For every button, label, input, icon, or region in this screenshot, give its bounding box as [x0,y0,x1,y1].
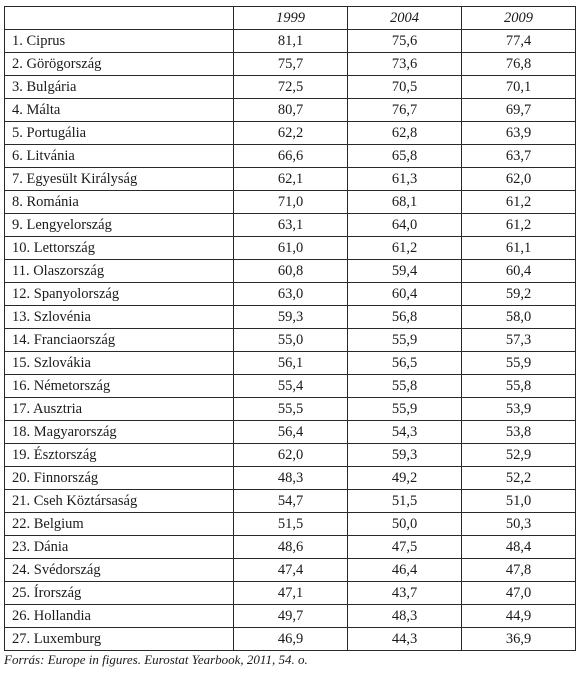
value-cell: 80,7 [234,99,348,122]
value-cell: 53,8 [462,421,576,444]
value-cell: 61,1 [462,237,576,260]
value-cell: 52,9 [462,444,576,467]
value-cell: 48,3 [348,605,462,628]
value-cell: 44,3 [348,628,462,651]
value-cell: 43,7 [348,582,462,605]
value-cell: 76,8 [462,53,576,76]
table-row [5,421,576,444]
table-row [5,237,576,260]
value-cell: 59,3 [348,444,462,467]
value-cell: 47,4 [234,559,348,582]
country-cell: 18. Magyarország [5,421,234,444]
value-cell: 55,8 [462,375,576,398]
table-row [5,582,576,605]
country-cell: 25. Írország [5,582,234,605]
value-cell: 62,8 [348,122,462,145]
value-cell: 65,8 [348,145,462,168]
value-cell: 54,7 [234,490,348,513]
value-cell: 60,4 [462,260,576,283]
table-row [5,628,576,651]
country-cell: 6. Litvánia [5,145,234,168]
value-cell: 61,2 [348,237,462,260]
value-cell: 48,6 [234,536,348,559]
value-cell: 62,0 [234,444,348,467]
country-cell: 9. Lengyelország [5,214,234,237]
table-row [5,260,576,283]
data-table [4,6,576,651]
country-cell: 2. Görögország [5,53,234,76]
table-row [5,329,576,352]
country-cell: 16. Németország [5,375,234,398]
value-cell: 55,9 [462,352,576,375]
country-cell: 7. Egyesült Királyság [5,168,234,191]
value-cell: 47,8 [462,559,576,582]
value-cell: 47,5 [348,536,462,559]
value-cell: 59,4 [348,260,462,283]
value-cell: 61,2 [462,191,576,214]
value-cell: 56,5 [348,352,462,375]
country-cell: 14. Franciaország [5,329,234,352]
country-cell: 13. Szlovénia [5,306,234,329]
value-cell: 75,6 [348,30,462,53]
table-row [5,536,576,559]
value-cell: 57,3 [462,329,576,352]
value-cell: 61,2 [462,214,576,237]
value-cell: 73,6 [348,53,462,76]
country-cell: 15. Szlovákia [5,352,234,375]
table-row [5,513,576,536]
table-row [5,214,576,237]
value-cell: 70,5 [348,76,462,99]
value-cell: 54,3 [348,421,462,444]
value-cell: 61,3 [348,168,462,191]
value-cell: 63,9 [462,122,576,145]
value-cell: 48,4 [462,536,576,559]
value-cell: 61,0 [234,237,348,260]
country-cell: 17. Ausztria [5,398,234,421]
table-row [5,191,576,214]
value-cell: 63,0 [234,283,348,306]
table-row [5,444,576,467]
value-cell: 77,4 [462,30,576,53]
table-row [5,283,576,306]
value-cell: 55,8 [348,375,462,398]
table-body [5,30,576,651]
table-row [5,30,576,53]
value-cell: 46,4 [348,559,462,582]
country-cell: 3. Bulgária [5,76,234,99]
country-cell: 1. Ciprus [5,30,234,53]
value-cell: 81,1 [234,30,348,53]
value-cell: 49,7 [234,605,348,628]
value-cell: 46,9 [234,628,348,651]
value-cell: 76,7 [348,99,462,122]
value-cell: 55,0 [234,329,348,352]
country-cell: 21. Cseh Köztársaság [5,490,234,513]
value-cell: 52,2 [462,467,576,490]
table-row [5,559,576,582]
value-cell: 48,3 [234,467,348,490]
table-row [5,375,576,398]
table-row [5,122,576,145]
country-cell: 20. Finnország [5,467,234,490]
value-cell: 56,1 [234,352,348,375]
value-cell: 69,7 [462,99,576,122]
value-cell: 49,2 [348,467,462,490]
value-cell: 62,2 [234,122,348,145]
header-row [5,7,576,30]
table-row [5,53,576,76]
table-row [5,398,576,421]
value-cell: 56,4 [234,421,348,444]
country-cell: 24. Svédország [5,559,234,582]
value-cell: 55,4 [234,375,348,398]
value-cell: 51,0 [462,490,576,513]
value-cell: 51,5 [234,513,348,536]
value-cell: 59,2 [462,283,576,306]
value-cell: 55,9 [348,329,462,352]
value-cell: 60,8 [234,260,348,283]
header-cell-year: 2004 [348,7,462,30]
value-cell: 60,4 [348,283,462,306]
value-cell: 63,7 [462,145,576,168]
value-cell: 72,5 [234,76,348,99]
table-row [5,168,576,191]
country-cell: 26. Hollandia [5,605,234,628]
value-cell: 68,1 [348,191,462,214]
value-cell: 66,6 [234,145,348,168]
value-cell: 55,5 [234,398,348,421]
value-cell: 56,8 [348,306,462,329]
table-row [5,490,576,513]
value-cell: 53,9 [462,398,576,421]
country-cell: 23. Dánia [5,536,234,559]
value-cell: 62,0 [462,168,576,191]
country-cell: 10. Lettország [5,237,234,260]
value-cell: 47,1 [234,582,348,605]
table-row [5,605,576,628]
country-cell: 8. Románia [5,191,234,214]
country-cell: 11. Olaszország [5,260,234,283]
value-cell: 75,7 [234,53,348,76]
value-cell: 70,1 [462,76,576,99]
value-cell: 50,3 [462,513,576,536]
value-cell: 64,0 [348,214,462,237]
value-cell: 47,0 [462,582,576,605]
value-cell: 62,1 [234,168,348,191]
country-cell: 22. Belgium [5,513,234,536]
table-row [5,306,576,329]
value-cell: 36,9 [462,628,576,651]
table-row [5,467,576,490]
value-cell: 58,0 [462,306,576,329]
value-cell: 44,9 [462,605,576,628]
table-row [5,145,576,168]
header-cell-year: 1999 [234,7,348,30]
header-cell-country [5,7,234,30]
value-cell: 59,3 [234,306,348,329]
header-cell-year: 2009 [462,7,576,30]
country-cell: 5. Portugália [5,122,234,145]
country-cell: 19. Észtország [5,444,234,467]
table-row [5,99,576,122]
country-cell: 27. Luxemburg [5,628,234,651]
country-cell: 12. Spanyolország [5,283,234,306]
value-cell: 55,9 [348,398,462,421]
country-cell: 4. Málta [5,99,234,122]
table-row [5,76,576,99]
value-cell: 63,1 [234,214,348,237]
table-row [5,352,576,375]
value-cell: 51,5 [348,490,462,513]
value-cell: 50,0 [348,513,462,536]
source-note: Forrás: Europe in figures. Eurostat Yearbook, 2011, 54. o. [4,652,308,667]
value-cell: 71,0 [234,191,348,214]
